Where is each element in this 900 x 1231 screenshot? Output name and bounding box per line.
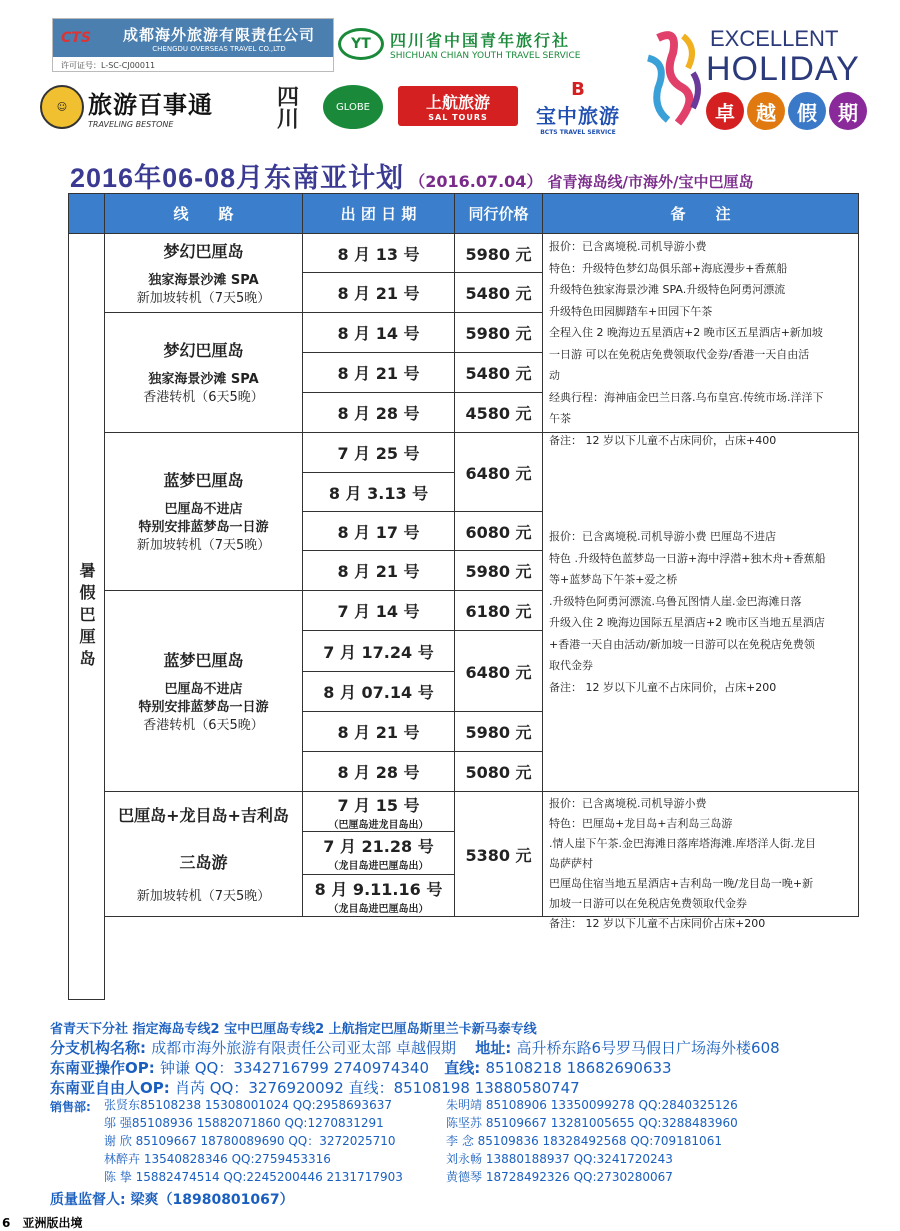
date-text: 8 月 21 号 — [337, 562, 420, 581]
tel-label: 直线: — [444, 1059, 481, 1077]
note-line: 升级特色独家海景沙滩 SPA.升级特色阿勇河漂流 — [549, 283, 786, 296]
globe-logo — [320, 82, 386, 132]
date-text: 7 月 25 号 — [337, 444, 420, 463]
price-cell: 5980 元 — [454, 312, 543, 353]
sales-contact: 刘永畅 13880188937 QQ:3241720243 — [446, 1152, 673, 1166]
youth-name: 四川省中国青年旅行社 — [390, 30, 571, 50]
note-line: 动 — [549, 369, 560, 382]
route-cell — [104, 233, 303, 313]
table-header-2: 同行价格 — [454, 193, 543, 234]
route-name: 梦幻巴厘岛 — [163, 341, 244, 360]
note-line: 一日游 可以在免税店免费领取代金券/香港一天自由活 — [549, 347, 810, 361]
side-label: 暑假巴厘岛 — [68, 233, 105, 1000]
route-name: 梦幻巴厘岛 — [163, 241, 244, 261]
date-text: 7 月 21.28 号 — [323, 837, 434, 856]
date-cell — [302, 312, 455, 353]
title-sub: 省青海岛线/市海外/宝中巴厘岛 — [547, 173, 754, 191]
cts-name: 成都海外旅游有限责任公司 — [122, 25, 315, 44]
date-note: （龙目岛进巴厘岛出） — [328, 861, 429, 872]
date-cell — [302, 272, 455, 313]
branch-value: 成都市海外旅游有限责任公司亚太部 卓越假期 — [151, 1039, 457, 1057]
date-cell — [302, 590, 455, 631]
date-note: （龙目岛进巴厘岛出） — [328, 903, 429, 915]
holiday-cn-circles — [706, 92, 867, 130]
date-cell — [302, 630, 455, 672]
sales-contact: 张贤东85108238 15308001024 QQ:2958693637 — [104, 1098, 392, 1112]
bz-cn: 宝中旅游 — [536, 103, 620, 128]
date-cell — [302, 472, 455, 512]
date-cell — [302, 511, 455, 551]
route-feature: 三岛游 — [179, 852, 228, 872]
note-line: 特色 .升级特色蓝梦岛一日游+海中浮潜+独木舟+香蕉船 — [549, 551, 826, 565]
note-line: 取代金券 — [549, 659, 593, 672]
price-cell: 5980 元 — [454, 550, 543, 591]
bz-icon: B — [571, 78, 585, 100]
price-cell-merged: 6480 元 — [454, 432, 543, 512]
footer-quality — [50, 1189, 294, 1209]
sales-contact: 林醉卉 13540828346 QQ:2759453316 — [104, 1152, 331, 1166]
holiday-circle: 假 — [788, 92, 826, 130]
quality-label: 质量监督人: — [50, 1192, 126, 1208]
sales-right — [446, 1096, 738, 1186]
price-cell-merged: 6480 元 — [454, 630, 543, 712]
route-name: 巴厘岛+龙目岛+吉利岛 — [118, 805, 289, 825]
globe-icon: GLOBE — [323, 85, 383, 129]
sales-contact: 李 念 85109836 18328492568 QQ:709181061 — [446, 1134, 722, 1148]
note-line: 报价：已含离境税.司机导游小费 巴厘岛不进店 — [549, 530, 776, 543]
date-text: 8 月 3.13 号 — [328, 483, 429, 503]
route-transit: 新加坡转机（7天5晚） — [136, 290, 271, 306]
route-feature: 独家海景沙滩 SPA — [148, 272, 259, 288]
cts-en: CHENGDU OVERSEAS TRAVEL CO.,LTD — [152, 44, 286, 53]
quality-value: 梁爽（18980801067） — [130, 1192, 294, 1208]
note-line: 岛萨萨村 — [549, 857, 593, 870]
sales-contact: 邬 强85108936 15882071860 QQ:1270831291 — [104, 1116, 384, 1130]
date-cell — [302, 751, 455, 792]
footer-lines: 省青天下分社 指定海岛专线2 宝中巴厘岛专线2 上航指定巴厘岛斯里兰卡新马泰专线 — [50, 1022, 537, 1037]
footer-branch — [50, 1037, 780, 1058]
sal-en: SAL TOURS — [428, 113, 488, 122]
header-corner — [68, 193, 105, 234]
date-cell — [302, 392, 455, 433]
note-line: 备注： 12 岁以下儿童不占床同价占床+200 — [549, 917, 766, 930]
route-transit: 新加坡转机（7天5晚） — [136, 538, 271, 553]
date-text: 8 月 14 号 — [337, 324, 420, 343]
date-cell — [302, 352, 455, 393]
note-line: 升级特色田园脚踏车+田园下午茶 — [549, 304, 713, 318]
note-line: 等+蓝梦岛下午茶+爱之桥 — [549, 573, 678, 586]
op-label: 东南亚操作OP: — [50, 1059, 155, 1077]
youth-badge: YT — [338, 28, 384, 60]
route-feature-2: 特别安排蓝梦岛一日游 — [138, 520, 269, 535]
route-cell — [104, 791, 303, 917]
sales-contact: 陈坚苏 85109667 13281005655 QQ:3288483960 — [446, 1116, 738, 1130]
route-cell — [104, 590, 303, 792]
date-text: 8 月 9.11.16 号 — [314, 879, 443, 899]
sales-label: 销售部: — [50, 1100, 91, 1114]
date-text: 7 月 14 号 — [337, 602, 420, 621]
date-text: 8 月 13 号 — [337, 244, 420, 264]
notes-cell — [542, 233, 859, 447]
op-value: 钟谦 QQ：3342716799 2740974340 — [159, 1059, 430, 1077]
route-feature: 独家海景沙滩 SPA — [148, 372, 259, 387]
note-line: 特色：升级特色梦幻岛俱乐部+海底漫步+香蕉船 — [549, 261, 788, 275]
footer-free-op — [50, 1077, 580, 1098]
route-cell — [104, 432, 303, 591]
bestone-logo — [40, 82, 260, 132]
route-name: 蓝梦巴厘岛 — [163, 650, 244, 670]
date-cell — [302, 432, 455, 473]
price-cell: 6080 元 — [454, 511, 543, 551]
holiday-circle: 期 — [829, 92, 867, 130]
tel-value: 85108218 18682690633 — [485, 1059, 672, 1077]
date-text: 8 月 21 号 — [337, 284, 420, 303]
date-text: 7 月 15 号 — [337, 795, 420, 815]
note-line: 升级入住 2 晚海边国际五星酒店+2 晚市区当地五星酒店 — [549, 616, 825, 629]
address-label: 地址: — [475, 1039, 512, 1057]
date-text: 8 月 28 号 — [337, 404, 420, 423]
bz-logo — [528, 78, 628, 136]
route-transit: 香港转机（6天5晚） — [143, 390, 264, 405]
route-feature-2: 特别安排蓝梦岛一日游 — [138, 699, 269, 715]
date-note: （巴厘岛进龙目岛出） — [328, 819, 429, 831]
table-header-0: 线 路 — [104, 193, 303, 234]
date-text: 8 月 21 号 — [337, 364, 420, 383]
youth-en: SHICHUAN CHIAN YOUTH TRAVEL SERVICE — [390, 50, 581, 61]
route-cell — [104, 312, 303, 433]
price-cell: 5480 元 — [454, 272, 543, 313]
date-cell — [302, 831, 455, 875]
notes-cell — [542, 791, 859, 930]
sal-logo — [398, 86, 518, 126]
note-line: 经典行程：海神庙金巴兰日落.乌布皇宫.传统市场.洋洋下 — [549, 390, 824, 404]
date-cell — [302, 550, 455, 591]
mascot-icon: ☺ — [40, 85, 84, 129]
note-line: +香港一天自由活动/新加坡一日游可以在免税店免费领 — [549, 637, 815, 651]
branch-label: 分支机构名称: — [50, 1039, 146, 1057]
route-feature: 巴厘岛不进店 — [164, 681, 243, 697]
youth-logo — [338, 24, 628, 64]
cts-logo — [52, 18, 334, 72]
date-cell — [302, 711, 455, 752]
route-transit: 新加坡转机（7天5晚） — [136, 888, 271, 904]
price-cell: 5080 元 — [454, 751, 543, 792]
sichuan-logo: 四川 — [273, 85, 299, 129]
excellent-text: EXCELLENT — [710, 26, 839, 51]
date-text: 8 月 07.14 号 — [323, 683, 434, 702]
note-line: 报价：已含离境税.司机导游小费 — [549, 797, 707, 810]
cts-badge: CTS — [61, 30, 91, 46]
price-cell: 5480 元 — [454, 352, 543, 393]
free-op-value: 肖芮 QQ：3276920092 直线：85108198 13880580747 — [174, 1079, 580, 1097]
note-line: 特色：巴厘岛+龙目岛+吉利岛三岛游 — [549, 817, 733, 830]
price-cell: 5980 元 — [454, 711, 543, 752]
price-cell: 4580 元 — [454, 392, 543, 433]
title-main: 2016年06-08月东南亚计划 — [70, 163, 405, 193]
price-cell: 6180 元 — [454, 590, 543, 631]
note-line: 巴厘岛住宿当地五星酒店+吉利岛一晚/龙目岛一晚+新 — [549, 877, 814, 890]
date-cell — [302, 874, 455, 917]
itinerary-table — [68, 193, 858, 999]
sales-left — [104, 1096, 403, 1186]
bz-en: BCTS TRAVEL SERVICE — [540, 128, 616, 136]
note-line: .升级特色阿勇河漂流.乌鲁瓦图情人崖.金巴海滩日落 — [549, 594, 802, 608]
footer-op — [50, 1057, 672, 1078]
page-label: 亚洲版出境 — [22, 1216, 83, 1230]
route-transit: 香港转机（6天5晚） — [143, 717, 264, 733]
note-line: 报价：已含离境税.司机导游小费 — [549, 240, 707, 253]
table-header-1: 出 团 日 期 — [302, 193, 455, 234]
swirl-icon — [638, 28, 708, 128]
sales-contact: 陈 挚 15882474514 QQ:2245200446 2131717903 — [104, 1170, 403, 1184]
table-header-3: 备 注 — [542, 193, 859, 234]
notes-cell — [542, 432, 859, 792]
price-cell-merged: 5380 元 — [454, 791, 543, 917]
holiday-circle: 卓 — [706, 92, 744, 130]
date-cell — [302, 671, 455, 712]
note-line: 午茶 — [549, 412, 571, 425]
date-cell — [302, 233, 455, 273]
sal-cn: 上航旅游 — [425, 93, 490, 112]
note-line: 加坡一日游可以在免税店免费领取代金券 — [549, 897, 747, 910]
page-footer — [2, 1214, 83, 1231]
date-text: 8 月 17 号 — [337, 522, 420, 542]
excellent-holiday-logo — [638, 20, 878, 132]
sales-contact: 谢 欣 85109667 18780089690 QQ：3272025710 — [104, 1134, 396, 1148]
note-line: 全程入住 2 晚海边五星酒店+2 晚市区五星酒店+新加坡 — [549, 326, 823, 339]
date-cell — [302, 791, 455, 832]
date-text: 8 月 21 号 — [337, 723, 420, 742]
cts-license: 许可证号：L-SC-CJ00011 — [61, 61, 156, 70]
page-title — [70, 156, 754, 195]
date-text: 7 月 17.24 号 — [323, 642, 434, 662]
note-line: 备注： 12 岁以下儿童不占床同价，占床+200 — [549, 680, 777, 694]
holiday-circle: 越 — [747, 92, 785, 130]
route-feature: 巴厘岛不进店 — [164, 502, 243, 517]
title-date: （2016.07.04） — [409, 172, 543, 191]
free-op-label: 东南亚自由人OP: — [50, 1079, 170, 1097]
date-text: 8 月 28 号 — [337, 763, 420, 782]
address-value: 高升桥东路6号罗马假日广场海外楼608 — [516, 1039, 780, 1057]
note-line: .情人崖下午茶.金巴海滩日落库塔海滩.库塔洋人街.龙目 — [549, 837, 816, 850]
bestone-en: TRAVELING BESTONE — [88, 120, 174, 129]
sales-contact: 朱明靖 85108906 13350099278 QQ:2840325126 — [446, 1098, 738, 1112]
price-cell: 5980 元 — [454, 233, 543, 273]
sales-contact: 黄德琴 18728492326 QQ:2730280067 — [446, 1170, 673, 1184]
holiday-text: HOLIDAY — [706, 50, 860, 88]
note-line: 备注： 12 岁以下儿童不占床同价，占床+400 — [549, 433, 777, 447]
page-number: 6 — [2, 1216, 11, 1230]
route-name: 蓝梦巴厘岛 — [163, 471, 244, 490]
bestone-cn: 旅游百事通 — [88, 91, 213, 119]
